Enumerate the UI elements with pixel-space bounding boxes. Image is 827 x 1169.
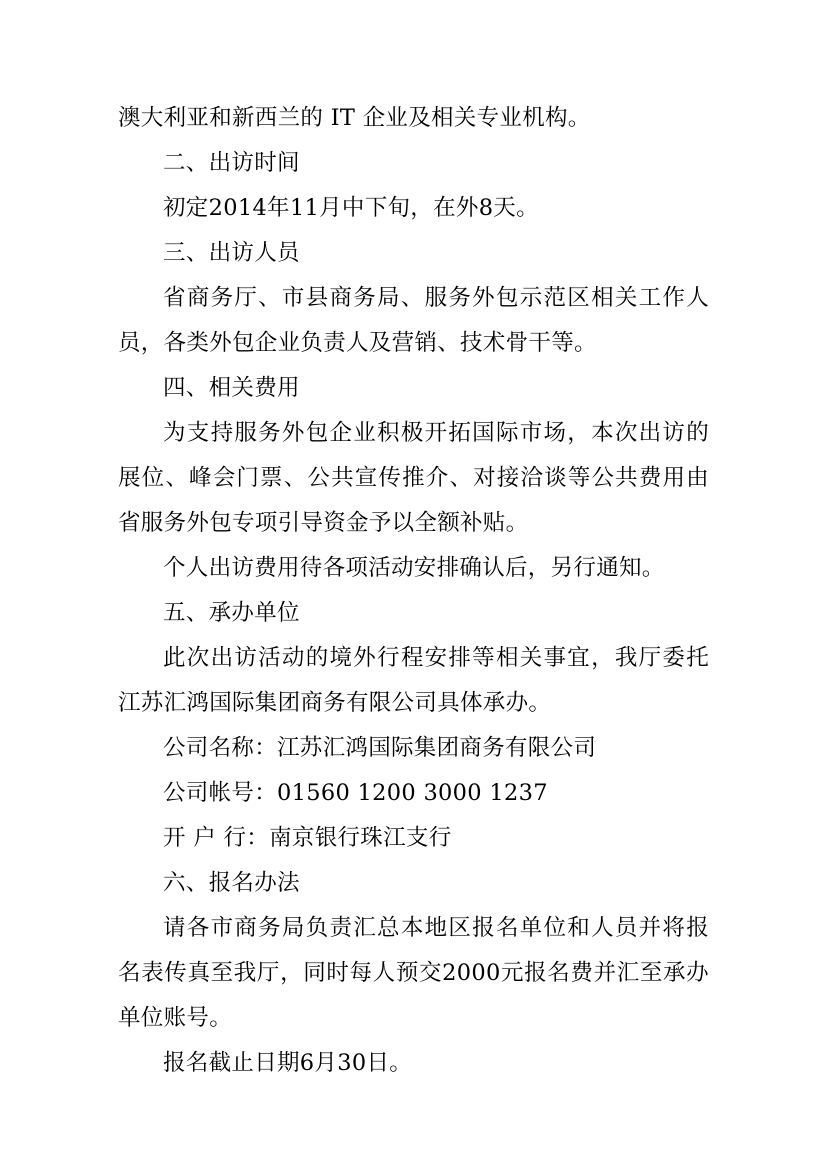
paragraph: 报名截止日期6月30日。 bbox=[163, 1050, 413, 1076]
paragraph: 省商务厅、市县商务局、服务外包示范区相关工作人员，各类外包企业负责人及营销、技术骨干等。 bbox=[118, 285, 709, 356]
paragraph: 此次出访活动的境外行程安排等相关事宜，我厅委托江苏汇鸿国际集团商务有限公司具体承办。 bbox=[118, 645, 709, 716]
paragraph: 请各市商务局负责汇总本地区报名单位和人员并将报名表传真至我厅，同时每人预交2000元报名费并汇至承办单位账号。 bbox=[118, 915, 709, 1031]
paragraph: 开 户 行：南京银行珠江支行 bbox=[163, 825, 452, 851]
paragraph: 公司帐号：01560 1200 3000 1237 bbox=[163, 780, 548, 806]
paragraph: 为支持服务外包企业积极开拓国际市场，本次出访的展位、峰会门票、公共宣传推介、对接洽谈等公共费用由省服务外包专项引导资金予以全额补贴。 bbox=[118, 420, 709, 536]
document-body bbox=[118, 96, 709, 1086]
paragraph: 初定2014年11月中下旬，在外8天。 bbox=[163, 195, 539, 221]
paragraph: 个人出访费用待各项活动安排确认后，另行通知。 bbox=[163, 555, 665, 581]
paragraph: 公司名称：江苏汇鸿国际集团商务有限公司 bbox=[163, 735, 597, 761]
paragraph: 澳大利亚和新西兰的 IT 企业及相关专业机构。 bbox=[118, 105, 591, 131]
paragraph: 五、承办单位 bbox=[163, 600, 300, 626]
paragraph: 六、报名办法 bbox=[163, 870, 300, 896]
paragraph: 四、相关费用 bbox=[163, 375, 300, 401]
paragraph: 二、出访时间 bbox=[163, 150, 300, 176]
paragraph: 三、出访人员 bbox=[163, 240, 300, 266]
